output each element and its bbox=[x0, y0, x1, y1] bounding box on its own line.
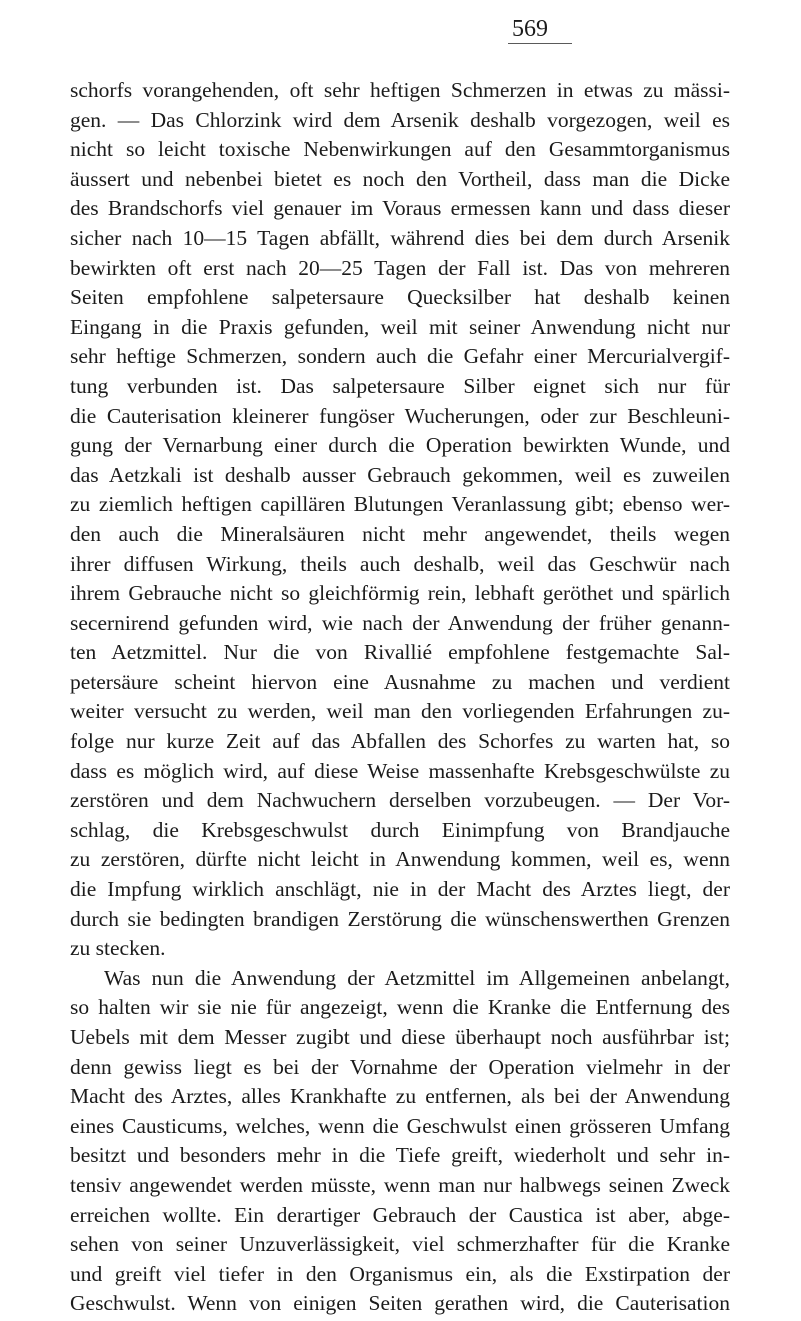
text-line: Was nun die Anwendung der Aetzmittel im Allgemeinen anbelangt, bbox=[104, 965, 730, 990]
text-line: tung verbunden ist. Das salpetersaure Silber eignet sich nur für bbox=[70, 373, 730, 398]
text-line: besitzt und besonders mehr in die Tiefe greift, wiederholt und sehr in- bbox=[70, 1143, 730, 1168]
text-line: und greift viel tiefer in den Organismus ein, als die Exstirpation der bbox=[70, 1261, 730, 1286]
text-line: folge nur kurze Zeit auf das Abfallen des Schorfes zu warten hat, so bbox=[70, 729, 730, 754]
text-line: zu stecken. bbox=[70, 936, 166, 961]
text-line: durch sie bedingten brandigen Zerstörung die wünschenswerthen Grenzen bbox=[70, 906, 730, 931]
text-line: gen. — Das Chlorzink wird dem Arsenik deshalb vorgezogen, weil es bbox=[70, 107, 730, 132]
text-line: bewirkten oft erst nach 20—25 Tagen der Fall ist. Das von mehreren bbox=[70, 255, 730, 280]
page-number-underline bbox=[508, 43, 572, 44]
text-line: petersäure scheint hiervon eine Ausnahme zu machen und verdient bbox=[70, 669, 730, 694]
page-number: 569 bbox=[512, 16, 548, 42]
text-line: so halten wir sie nie für angezeigt, wenn die Kranke die Entfernung des bbox=[70, 995, 730, 1020]
text-line: dass es möglich wird, auf diese Weise massenhafte Krebsgeschwülste zu bbox=[70, 758, 730, 783]
text-line: Eingang in die Praxis gefunden, weil mit seiner Anwendung nicht nur bbox=[70, 314, 730, 339]
text-line: erreichen wollte. Ein derartiger Gebrauch der Caustica ist aber, abge- bbox=[70, 1202, 730, 1227]
text-line: die Cauterisation kleinerer fungöser Wucherungen, oder zur Beschleuni- bbox=[70, 403, 730, 428]
text-line: ihrer diffusen Wirkung, theils auch deshalb, weil das Geschwür nach bbox=[70, 551, 730, 576]
text-line: nicht so leicht toxische Nebenwirkungen auf den Gesammtorganismus bbox=[70, 137, 730, 162]
text-line: zu ziemlich heftigen capillären Blutungen Veranlassung gibt; ebenso wer- bbox=[70, 492, 730, 517]
text-line: ihrem Gebrauche nicht so gleichförmig rein, lebhaft geröthet und spärlich bbox=[70, 581, 730, 606]
text-line: äussert und nebenbei bietet es noch den Vortheil, dass man die Dicke bbox=[70, 166, 730, 191]
text-line: den auch die Mineralsäuren nicht mehr angewendet, theils wegen bbox=[70, 521, 730, 546]
text-line: weiter versucht zu werden, weil man den vorliegenden Erfahrungen zu- bbox=[70, 699, 730, 724]
text-line: ten Aetzmittel. Nur die von Rivallié empfohlene festgemachte Sal- bbox=[70, 640, 730, 665]
text-line: zu zerstören, dürfte nicht leicht in Anwendung kommen, weil es, wenn bbox=[70, 847, 730, 872]
text-line: die Impfung wirklich anschlägt, nie in der Macht des Arztes liegt, der bbox=[70, 877, 730, 902]
text-line: gung der Vernarbung einer durch die Operation bewirkten Wunde, und bbox=[70, 433, 730, 458]
text-line: sehen von seiner Unzuverlässigkeit, viel schmerzhafter für die Kranke bbox=[70, 1232, 730, 1257]
body-text bbox=[70, 76, 730, 1319]
text-line: tensiv angewendet werden müsste, wenn man nur halbwegs seinen Zweck bbox=[70, 1172, 730, 1197]
text-line: denn gewiss liegt es bei der Vornahme der Operation vielmehr in der bbox=[70, 1054, 730, 1079]
text-line: das Aetzkali ist deshalb ausser Gebrauch gekommen, weil es zuweilen bbox=[70, 462, 730, 487]
text-line: Macht des Arztes, alles Krankhafte zu entfernen, als bei der Anwendung bbox=[70, 1084, 730, 1109]
text-line: eines Causticums, welches, wenn die Geschwulst einen grösseren Umfang bbox=[70, 1113, 730, 1138]
text-line: Geschwulst. Wenn von einigen Seiten gerathen wird, die Cauterisation bbox=[70, 1291, 730, 1316]
text-line: schorfs vorangehenden, oft sehr heftigen Schmerzen in etwas zu mässi- bbox=[70, 78, 730, 102]
text-line: schlag, die Krebsgeschwulst durch Einimpfung von Brandjauche bbox=[70, 817, 730, 842]
text-line: sehr heftige Schmerzen, sondern auch die Gefahr einer Mercurialvergif- bbox=[70, 344, 730, 369]
text-line: Seiten empfohlene salpetersaure Quecksilber hat deshalb keinen bbox=[70, 285, 730, 310]
text-line: Uebels mit dem Messer zugibt und diese überhaupt noch ausführbar ist; bbox=[70, 1025, 730, 1049]
text-line: secernirend gefunden wird, wie nach der Anwendung der früher genann- bbox=[70, 610, 730, 635]
text-line: sicher nach 10—15 Tagen abfällt, während dies bei dem durch Arsenik bbox=[70, 225, 730, 250]
text-line: zerstören und dem Nachwuchern derselben vorzubeugen. — Der Vor- bbox=[70, 788, 730, 813]
text-line: des Brandschorfs viel genauer im Voraus ermessen kann und dass dieser bbox=[70, 196, 730, 221]
